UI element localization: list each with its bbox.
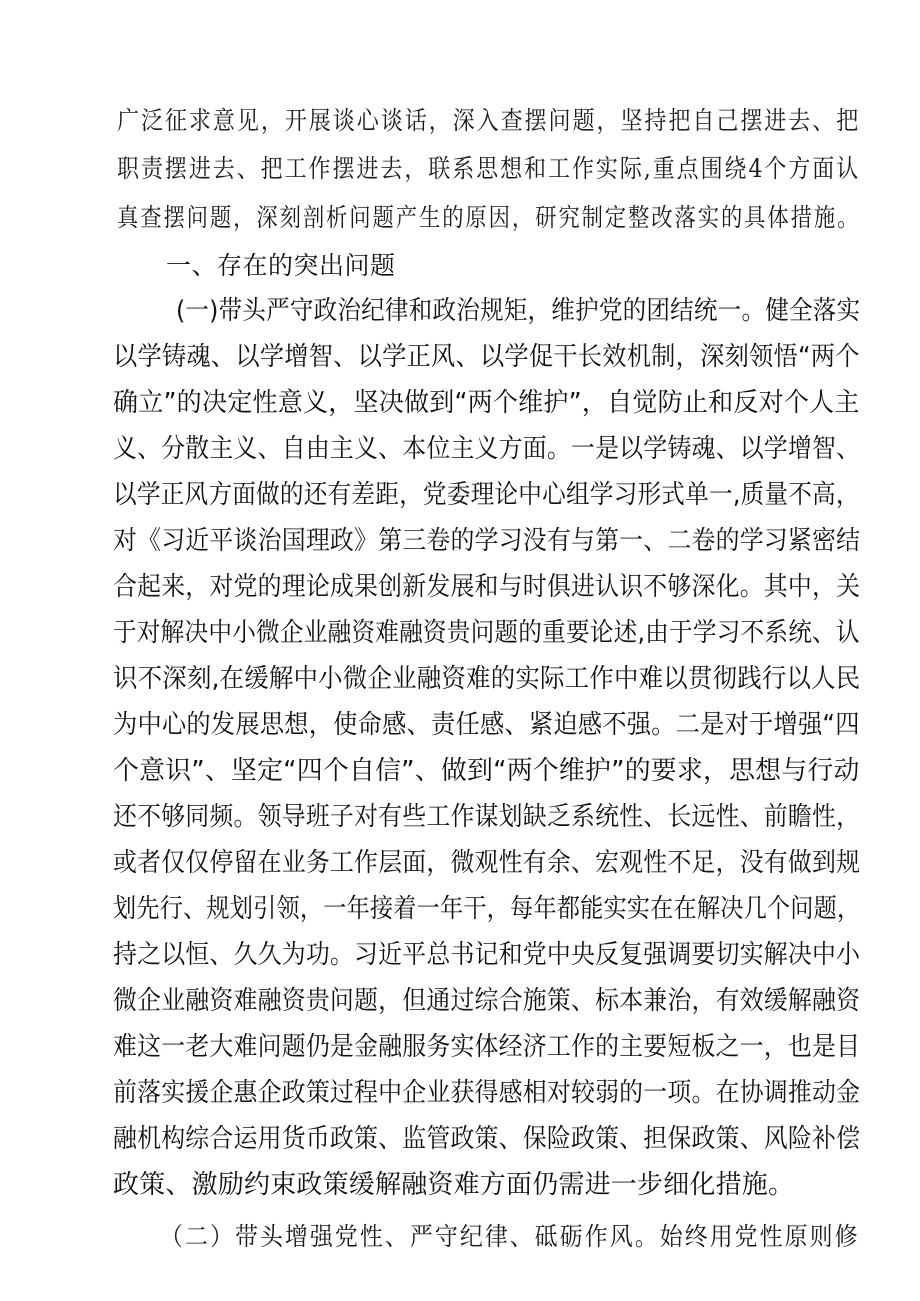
body-line-19: 融机构综合运用货币政策、监管政策、保险政策、担保政策、风险补偿 — [113, 1124, 861, 1154]
section-heading: 一、存在的突出问题 — [166, 251, 396, 280]
body-line-12: 还不够同频。领导班子对有些工作谋划缺乏系统性、长远性、前瞻性， — [113, 802, 861, 832]
body-line-8: 于对解决中小微企业融资难融资贵问题的重要论述,由于学习不系统、认 — [113, 618, 860, 648]
body-line-9: 识不深刻,在缓解中小微企业融资难的实际工作中难以贯彻践行以人民 — [113, 664, 861, 694]
body-line-10: 为中心的发展思想，使命感、责任感、紧迫感不强。二是对于增强“四 — [113, 710, 860, 740]
intro-line-1: 广泛征求意见，开展谈心谈话，深入查摆问题，坚持把自己摆进去、把 — [117, 106, 861, 135]
body-line-13: 或者仅仅停留在业务工作层面，微观性有余、宏观性不足，没有做到规 — [113, 848, 861, 878]
body-line-14: 划先行、规划引领，一年接着一年干，每年都能实实在在解决几个问题， — [113, 894, 861, 924]
body-line-15: 持之以恒、久久为功。习近平总书记和党中央反复强调要切实解决中小 — [113, 940, 861, 970]
body-line-17: 难这一老大难问题仍是金融服务实体经济工作的主要短板之一，也是目 — [113, 1032, 861, 1062]
body-line-3: 确立”的决定性意义，坚决做到“两个维护”，自觉防止和反对个人主 — [113, 388, 860, 418]
body-line-16: 微企业融资难融资贵问题，但通过综合施策、标本兼治，有效缓解融资 — [113, 986, 861, 1016]
body-line-7: 合起来，对党的理论成果创新发展和与时俱进认识不够深化。其中，关 — [113, 572, 861, 602]
body-line-1: (一)带头严守政治纪律和政治规矩，维护党的团结统一。健全落实 — [176, 296, 861, 326]
body-line-2: 以学铸魂、以学增智、以学正风、以学促干长效机制，深刻领悟“两个 — [113, 342, 860, 372]
intro-line-3: 真查摆问题，深刻剖析问题产生的原因，研究制定整改落实的具体措施。 — [117, 203, 861, 232]
body-line-11: 个意识”、坚定“四个自信”、做到“两个维护”的要求，思想与行动 — [113, 756, 860, 786]
body-line-5: 以学正风方面做的还有差距，党委理论中心组学习形式单一,质量不高， — [113, 480, 860, 510]
body-line-6: 对《习近平谈治国理政》第三卷的学习没有与第一、二卷的学习紧密结 — [113, 526, 861, 556]
body-line-18: 前落实援企惠企政策过程中企业获得感相对较弱的一项。在协调推动金 — [113, 1078, 861, 1108]
body-line-4: 义、分散主义、自由主义、本位主义方面。一是以学铸魂、以学增智、 — [113, 434, 861, 464]
body-line-20: 政策、激励约束政策缓解融资难方面仍需进一步细化措施。 — [113, 1170, 795, 1200]
intro-line-2: 职责摆进去、把工作摆进去，联系思想和工作实际,重点围绕4个方面认 — [117, 154, 861, 183]
section-two-line: （二）带头增强党性、严守纪律、砥砺作风。始终用党性原则修 — [160, 1222, 860, 1251]
